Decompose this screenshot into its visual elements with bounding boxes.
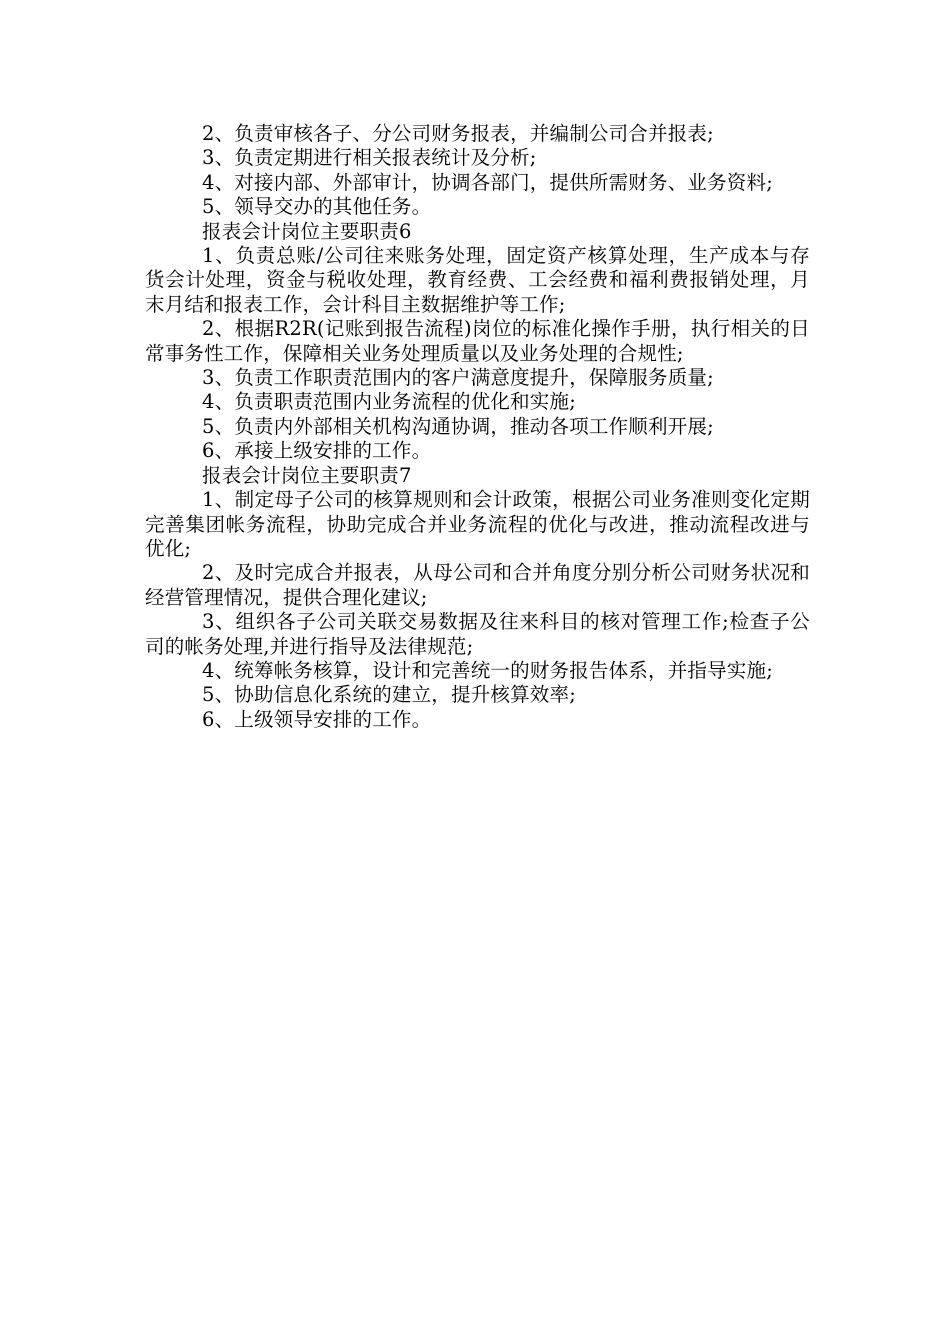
list-item: 5、协助信息化系统的建立，提升核算效率; xyxy=(202,683,576,707)
list-item: 2、及时完成合并报表，从母公司和合并角度分别分析公司财务状况和经营管理情况，提供合理化建议; xyxy=(145,561,810,609)
list-item: 1、负责总账/公司往来账务处理，固定资产核算处理，生产成本与存货会计处理，资金与税收处理，教育经费、工会经费和福利费报销处理，月末月结和报表工作，会计科目主数据维护等工作; xyxy=(145,244,810,316)
list-item: 5、负责内外部相关机构沟通协调，推动各项工作顺利开展; xyxy=(202,414,714,438)
list-item: 4、统筹帐务核算，设计和完善统一的财务报告体系，并指导实施; xyxy=(202,658,773,682)
document-body xyxy=(145,122,810,732)
list-item: 3、组织各子公司关联交易数据及往来科目的核对管理工作;检查子公司的帐务处理,并进行指导及法律规范; xyxy=(145,610,810,658)
section-heading-7: 报表会计岗位主要职责7 xyxy=(202,463,412,487)
list-item: 6、承接上级安排的工作。 xyxy=(202,439,432,463)
list-item: 2、根据R2R(记账到报告流程)岗位的标准化操作手册，执行相关的日常事务性工作，保障相关业务处理质量以及业务处理的合规性; xyxy=(145,317,810,365)
list-item: 4、对接内部、外部审计，协调各部门，提供所需财务、业务资料; xyxy=(202,170,773,194)
section-heading-6: 报表会计岗位主要职责6 xyxy=(202,219,412,243)
list-item: 4、负责职责范围内业务流程的优化和实施; xyxy=(202,390,576,414)
list-item: 6、上级领导安排的工作。 xyxy=(202,707,432,731)
list-item: 5、领导交办的其他任务。 xyxy=(202,195,432,219)
list-item: 3、负责定期进行相关报表统计及分析; xyxy=(202,146,537,170)
list-item: 1、制定母子公司的核算规则和会计政策，根据公司业务准则变化定期完善集团帐务流程，协助完成合并业务流程的优化与改进，推动流程改进与优化; xyxy=(145,488,810,560)
list-item: 3、负责工作职责范围内的客户满意度提升，保障服务质量; xyxy=(202,366,714,390)
list-item: 2、负责审核各子、分公司财务报表，并编制公司合并报表; xyxy=(202,122,714,145)
